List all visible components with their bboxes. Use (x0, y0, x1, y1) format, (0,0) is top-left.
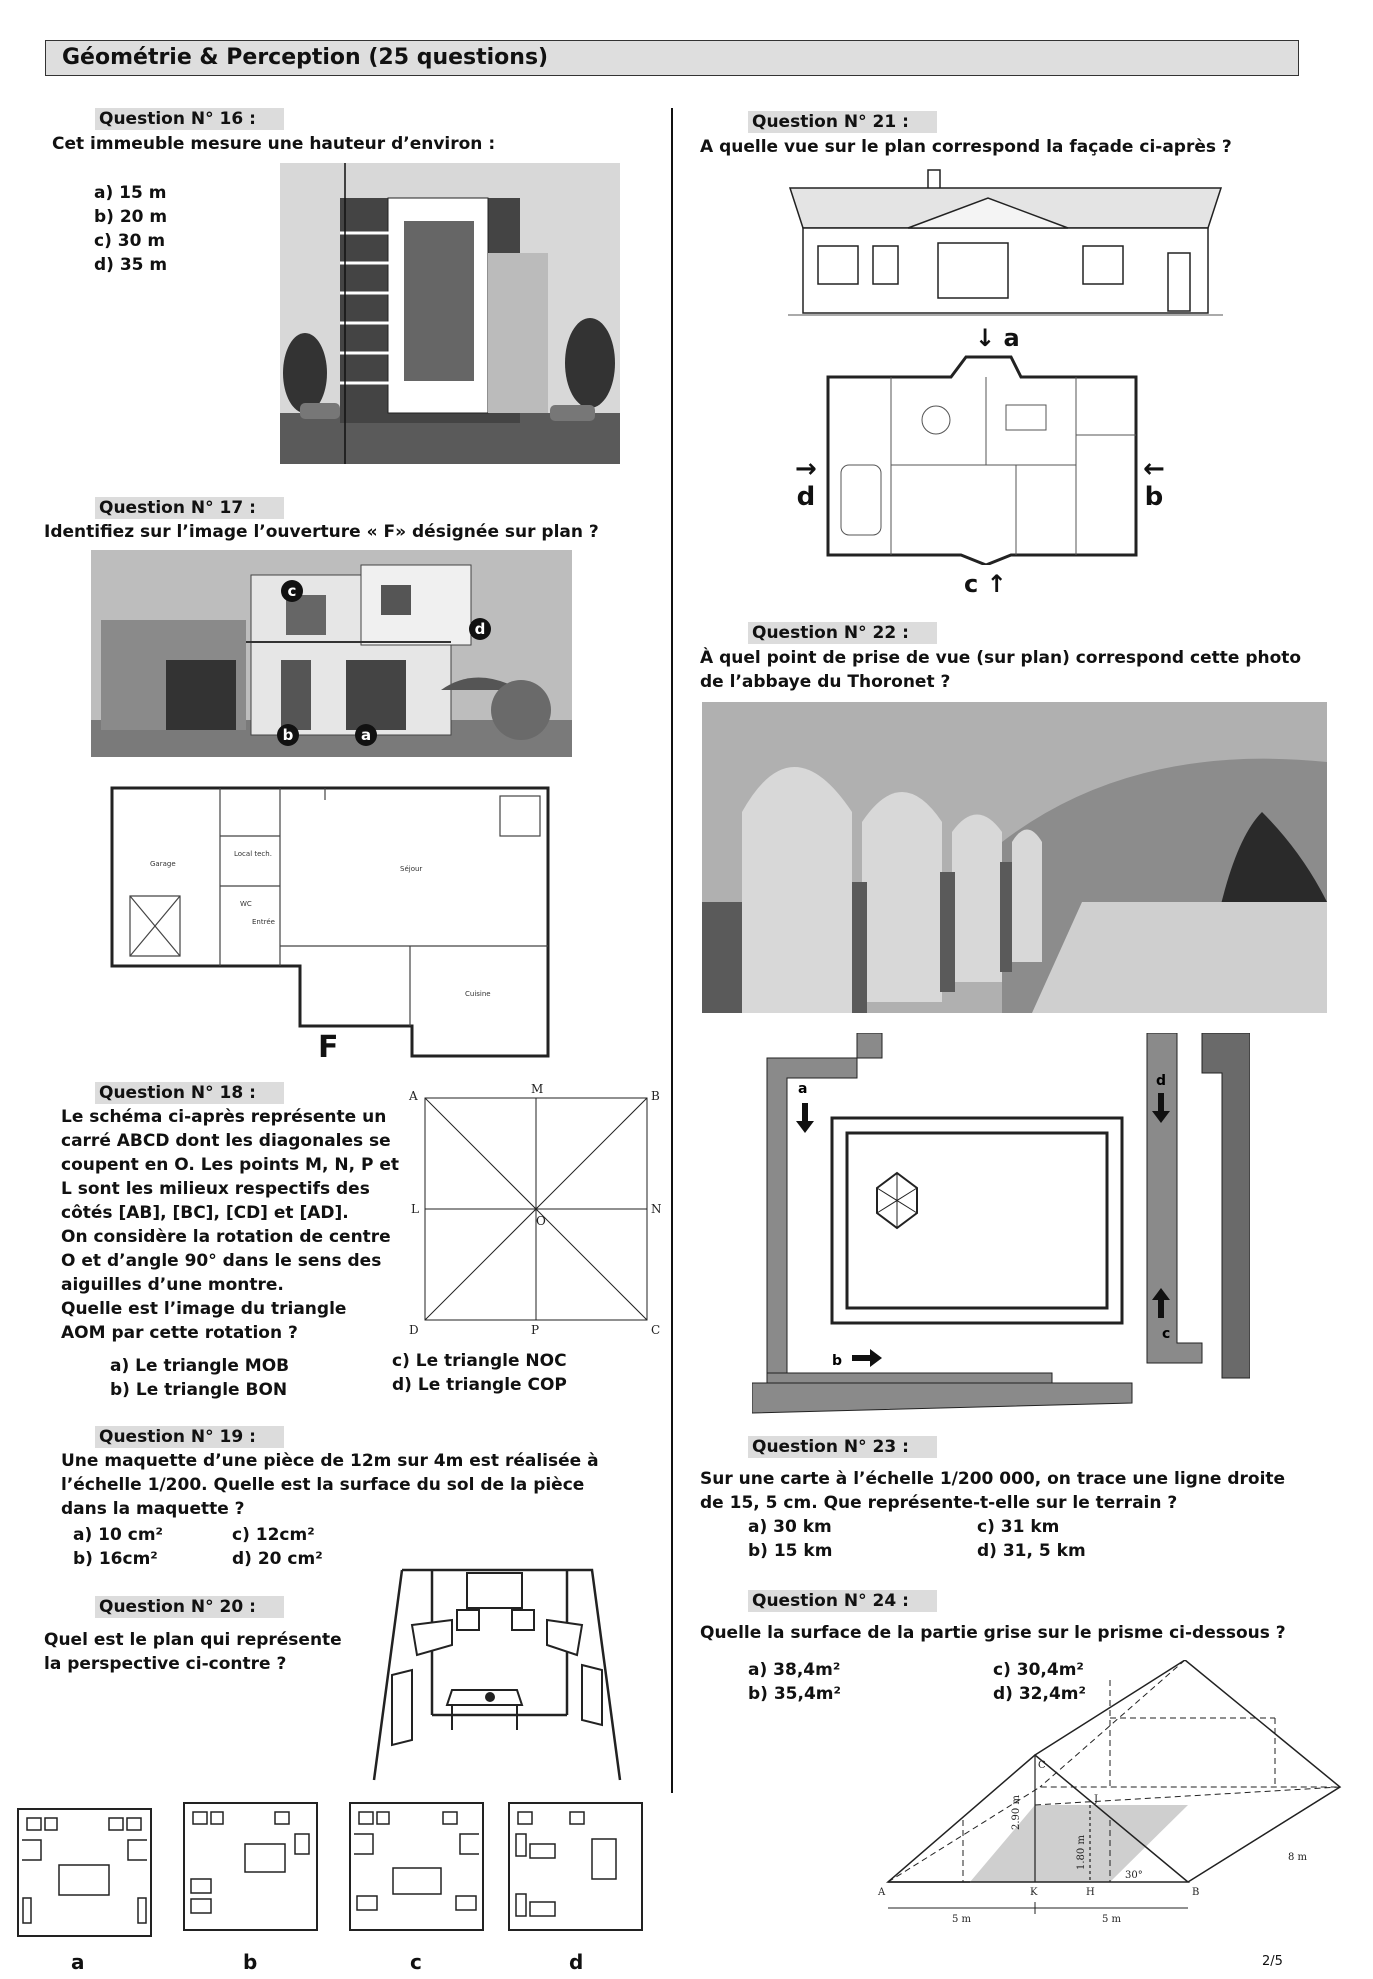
q23-label: Question N° 23 : (748, 1436, 937, 1458)
q24-option-d[interactable]: d) 32,4m² (993, 1684, 1086, 1704)
q24-text: Quelle la surface de la partie grise sur le prisme ci-dessous ? (700, 1623, 1286, 1643)
q18-point-m: M (531, 1082, 544, 1096)
q18-line: O et d’angle 90° dans le sens des (61, 1251, 382, 1271)
q24-point-a: A (878, 1887, 886, 1898)
q18-line: carré ABCD dont les diagonales se (61, 1131, 391, 1151)
q20-plan-d-label: d (569, 1950, 584, 1974)
q24-dim-depth: 8 m (1288, 1852, 1308, 1863)
q18-point-a: A (409, 1089, 418, 1103)
q16-text: Cet immeuble mesure une hauteur d’environ : (52, 134, 496, 154)
plan-label-entree: Entrée (252, 918, 275, 926)
q22-label: Question N° 22 : (748, 622, 937, 644)
q24-dim-h1: 2.90 m (1011, 1795, 1022, 1830)
q24-dim-angle: 30° (1125, 1870, 1143, 1881)
q24-dim-w2: 5 m (1102, 1914, 1122, 1925)
q18-line: côtés [AB], [BC], [CD] et [AD]. (61, 1203, 349, 1223)
q21-view-c: c ↑ (964, 570, 1007, 598)
q23-text (700, 1467, 1285, 1515)
q23-option-d[interactable]: d) 31, 5 km (977, 1541, 1086, 1561)
section-header (45, 40, 1299, 76)
q19-option-b[interactable]: b) 16cm² (73, 1549, 158, 1569)
q22-line: de l’abbaye du Thoronet ? (700, 672, 951, 692)
q19-label: Question N° 19 : (95, 1426, 284, 1448)
q18-line: AOM par cette rotation ? (61, 1323, 298, 1343)
q20-plan-c[interactable] (349, 1802, 484, 1931)
q18-point-b: B (651, 1089, 660, 1103)
q24-point-c: C (1038, 1760, 1046, 1771)
q22-view-d: d (1156, 1073, 1167, 1089)
q21-text: A quelle vue sur le plan correspond la façade ci-après ? (700, 137, 1232, 157)
q18-options-right (392, 1349, 567, 1397)
q18-option-d[interactable]: d) Le triangle COP (392, 1375, 567, 1395)
q17-text: Identifiez sur l’image l’ouverture « F» désignée sur plan ? (44, 522, 599, 542)
q20-label: Question N° 20 : (95, 1596, 284, 1618)
q21-view-d-letter: d (796, 482, 816, 512)
q23-option-a[interactable]: a) 30 km (748, 1517, 832, 1537)
q16-option-b[interactable]: b) 20 m (94, 207, 168, 227)
q21-view-b-letter: b (1144, 482, 1164, 512)
plan-label-sejour: Séjour (400, 865, 423, 873)
q23-line: Sur une carte à l’échelle 1/200 000, on trace une ligne droite (700, 1469, 1286, 1489)
plan-label-wc: WC (240, 900, 252, 908)
q20-plan-a[interactable] (17, 1808, 152, 1937)
plan-label-cuisine: Cuisine (465, 990, 491, 998)
q24-label: Question N° 24 : (748, 1590, 937, 1612)
q19-option-d[interactable]: d) 20 cm² (232, 1549, 323, 1569)
q20-plan-c-label: c (410, 1950, 422, 1974)
q21-label: Question N° 21 : (748, 111, 937, 133)
q16-building-photo (280, 163, 620, 464)
column-divider (671, 108, 673, 1793)
q16-option-c[interactable]: c) 30 m (94, 231, 166, 251)
q18-text (61, 1105, 399, 1345)
q20-line: la perspective ci-contre ? (44, 1654, 287, 1674)
q19-line: Une maquette d’une pièce de 12m sur 4m est réalisée à (61, 1451, 599, 1471)
q21-view-c-letter: c (964, 570, 979, 598)
plan-label-garage: Garage (150, 860, 176, 868)
q22-view-a: a (798, 1081, 808, 1097)
q16-options (94, 181, 167, 277)
q23-option-b[interactable]: b) 15 km (748, 1541, 833, 1561)
q22-line: À quel point de prise de vue (sur plan) correspond cette photo (700, 648, 1302, 668)
q24-option-b[interactable]: b) 35,4m² (748, 1684, 841, 1704)
q19-line: l’échelle 1/200. Quelle est la surface du sol de la pièce (61, 1475, 585, 1495)
q20-plan-a-label: a (71, 1950, 85, 1974)
q18-option-a[interactable]: a) Le triangle MOB (110, 1356, 290, 1376)
q18-option-b[interactable]: b) Le triangle BON (110, 1380, 288, 1400)
q23-option-c[interactable]: c) 31 km (977, 1517, 1060, 1537)
q18-point-n: N (651, 1202, 662, 1216)
q18-point-l: L (411, 1202, 419, 1216)
q24-point-h: H (1086, 1887, 1095, 1898)
q20-line: Quel est le plan qui représente (44, 1630, 342, 1650)
q18-option-c[interactable]: c) Le triangle NOC (392, 1351, 567, 1371)
q22-text (700, 646, 1301, 694)
q17-house-photo (91, 550, 572, 757)
q17-marker-c: c (281, 580, 303, 602)
q18-point-p: P (531, 1323, 540, 1337)
q19-option-c[interactable]: c) 12cm² (232, 1525, 315, 1545)
q20-plan-d[interactable] (508, 1802, 643, 1931)
q18-line: On considère la rotation de centre (61, 1227, 391, 1247)
q24-point-k: K (1030, 1887, 1038, 1898)
q18-line: Quelle est l’image du triangle (61, 1299, 347, 1319)
q20-text (44, 1628, 342, 1676)
q22-view-c: c (1162, 1326, 1171, 1342)
q16-option-d[interactable]: d) 35 m (94, 255, 168, 275)
q18-point-d: D (409, 1323, 419, 1337)
q21-facade-drawing (788, 168, 1223, 318)
q18-square-diagram (405, 1080, 670, 1340)
q24-point-j: J (1094, 1794, 1099, 1805)
q20-plan-b-label: b (243, 1950, 258, 1974)
q19-option-a[interactable]: a) 10 cm² (73, 1525, 163, 1545)
q24-point-b: B (1192, 1887, 1200, 1898)
q22-abbey-photo (702, 702, 1327, 1013)
q17-marker-b: b (277, 724, 299, 746)
q24-prism-diagram (870, 1660, 1360, 1940)
plan-label-local: Local tech. (234, 850, 272, 858)
q19-text (61, 1449, 599, 1521)
q17-plan-mark-f: F (318, 1030, 339, 1065)
q21-view-a: ↓ a (975, 324, 1020, 352)
q17-label: Question N° 17 : (95, 497, 284, 519)
q24-dim-h2: 1.80 m (1076, 1835, 1087, 1870)
q17-floor-plan (110, 786, 550, 1061)
page-number: 2/5 (1262, 1954, 1283, 1969)
q18-point-c: C (651, 1323, 661, 1337)
q21-view-a-letter: a (1003, 324, 1020, 352)
q22-view-b: b (832, 1353, 843, 1369)
q18-label: Question N° 18 : (95, 1082, 284, 1104)
q16-label: Question N° 16 : (95, 108, 284, 130)
q18-options-left (110, 1354, 289, 1402)
q22-abbey-plan (752, 1033, 1250, 1421)
q21-view-d: → d (795, 454, 817, 512)
q20-plan-b[interactable] (183, 1802, 318, 1931)
q18-point-o: O (536, 1214, 546, 1228)
q21-view-b: ← b (1143, 454, 1165, 512)
q17-marker-a: a (355, 724, 377, 746)
section-title: Géométrie & Perception (25 questions) (62, 45, 549, 70)
q24-option-a[interactable]: a) 38,4m² (748, 1660, 841, 1680)
q24-option-c[interactable]: c) 30,4m² (993, 1660, 1084, 1680)
q23-line: de 15, 5 cm. Que représente-t-elle sur le terrain ? (700, 1493, 1178, 1513)
q16-option-a[interactable]: a) 15 m (94, 183, 167, 203)
q17-marker-d: d (469, 618, 491, 640)
q18-line: Le schéma ci-après représente un (61, 1107, 387, 1127)
q18-line: L sont les milieux respectifs des (61, 1179, 370, 1199)
q24-dim-w1: 5 m (952, 1914, 972, 1925)
q19-line: dans la maquette ? (61, 1499, 245, 1519)
q20-room-perspective (372, 1565, 622, 1783)
q21-floor-plan (826, 355, 1141, 565)
q18-line: aiguilles d’une montre. (61, 1275, 284, 1295)
q18-line: coupent en O. Les points M, N, P et (61, 1155, 399, 1175)
